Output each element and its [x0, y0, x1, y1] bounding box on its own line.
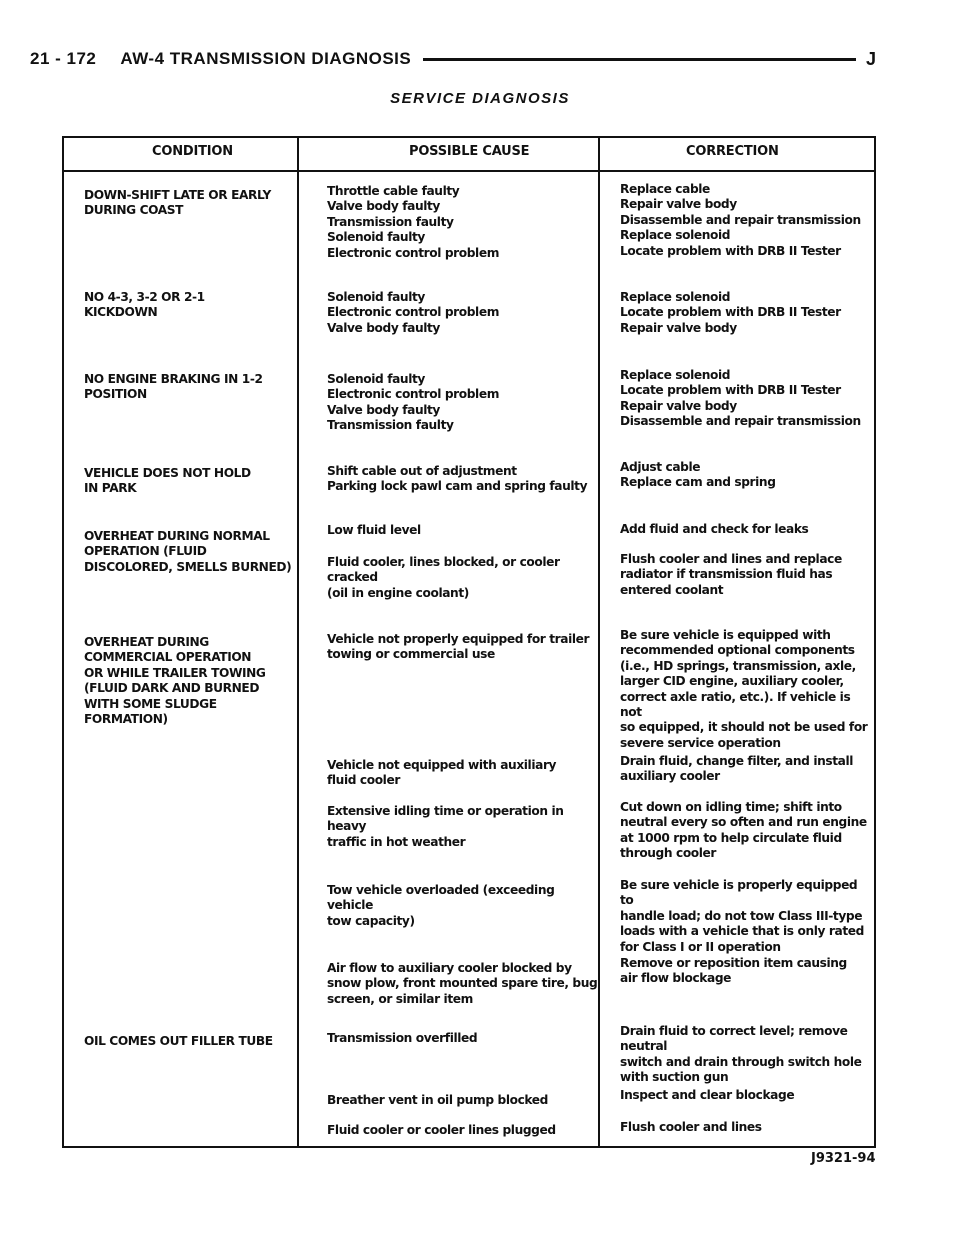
page-subtitle: SERVICE DIAGNOSIS — [390, 90, 570, 107]
correction-cell: Drain fluid, change filter, and install auxiliary cooler — [620, 754, 854, 784]
cause-cell: Air flow to auxiliary cooler blocked by snow plow, front mounted spare tire, bug screen, or similar item — [327, 961, 598, 1006]
cause-cell: Solenoid faulty Electronic control problem Valve body faulty Transmission faulty — [327, 372, 500, 433]
correction-cell: Be sure vehicle is properly equipped to handle load; do not tow Class III-type loads with a vehicle that is only rated for Class I or II operation — [620, 878, 864, 954]
correction-cell: Remove or reposition item causing air flow blockage — [620, 956, 847, 986]
correction-cell: Adjust cable Replace cam and spring — [620, 460, 776, 490]
correction-cell: Replace cable Repair valve body Disassemble and repair transmission Replace solenoid Locate problem with DRB II Tester — [620, 182, 861, 258]
correction-cell: Add fluid and check for leaks — [620, 522, 809, 536]
column-header-possible-cause: POSSIBLE CAUSE — [409, 144, 530, 159]
correction-cell: Be sure vehicle is equipped with recommended optional components (i.e., HD springs, transmission, axle, larger CID engine, auxiliary cooler, correct axle ratio, etc.). If vehicle is not so equipped, it should not be used for severe service operation — [620, 628, 868, 750]
cause-cell: Solenoid faulty Electronic control problem Valve body faulty — [327, 290, 500, 335]
cause-cell: Breather vent in oil pump blocked — [327, 1093, 548, 1107]
correction-cell: Inspect and clear blockage — [620, 1088, 795, 1102]
correction-cell: Flush cooler and lines and replace radiator if transmission fluid has entered coolant — [620, 552, 842, 597]
condition-cell: NO 4-3, 3-2 OR 2-1 KICKDOWN — [84, 290, 205, 320]
condition-cell: VEHICLE DOES NOT HOLD IN PARK — [84, 466, 251, 496]
header-rule — [423, 58, 856, 61]
cause-cell: Extensive idling time or operation in heavy traffic in hot weather — [327, 804, 564, 849]
condition-cell: NO ENGINE BRAKING IN 1-2 POSITION — [84, 372, 263, 402]
condition-cell: OVERHEAT DURING COMMERCIAL OPERATION OR WHILE TRAILER TOWING (FLUID DARK AND BURNED WITH SOME SLUDGE FORMATION) — [84, 635, 266, 727]
section-title: AW-4 TRANSMISSION DIAGNOSIS — [120, 49, 412, 68]
cause-cell: Shift cable out of adjustment Parking lock pawl cam and spring faulty — [327, 464, 588, 494]
cause-cell: Throttle cable faulty Valve body faulty Transmission faulty Solenoid faulty Electronic control problem — [327, 184, 500, 260]
cause-cell: Fluid cooler, lines blocked, or cooler cracked (oil in engine coolant) — [327, 555, 560, 600]
correction-cell: Replace solenoid Locate problem with DRB II Tester Repair valve body Disassemble and repair transmission — [620, 368, 861, 429]
column-header-correction: CORRECTION — [686, 144, 779, 159]
manual-code: J — [865, 48, 876, 69]
correction-cell: Flush cooler and lines — [620, 1120, 762, 1134]
page-header — [30, 46, 876, 72]
condition-cell: OIL COMES OUT FILLER TUBE — [84, 1034, 273, 1048]
cause-cell: Fluid cooler or cooler lines plugged — [327, 1123, 556, 1137]
header-divider — [64, 170, 874, 172]
condition-cell: DOWN-SHIFT LATE OR EARLY DURING COAST — [84, 188, 271, 218]
cause-cell: Tow vehicle overloaded (exceeding vehicle tow capacity) — [327, 883, 555, 928]
cause-cell: Transmission overfilled — [327, 1031, 478, 1045]
column-header-condition: CONDITION — [152, 144, 233, 159]
cause-cell: Low fluid level — [327, 523, 421, 537]
page-number: 21 - 172 — [30, 49, 97, 68]
correction-cell: Cut down on idling time; shift into neutral every so often and run engine at 1000 rpm to help circulate fluid through cooler — [620, 800, 867, 861]
correction-cell: Drain fluid to correct level; remove neutral switch and drain through switch hole with suction gun — [620, 1024, 862, 1085]
figure-id: J9321-94 — [811, 1151, 876, 1166]
diagnosis-table — [62, 136, 876, 1148]
condition-cell: OVERHEAT DURING NORMAL OPERATION (FLUID DISCOLORED, SMELLS BURNED) — [84, 529, 292, 574]
cause-cell: Vehicle not equipped with auxiliary fluid cooler — [327, 758, 557, 788]
correction-cell: Replace solenoid Locate problem with DRB II Tester Repair valve body — [620, 290, 841, 335]
cause-cell: Vehicle not properly equipped for trailer towing or commercial use — [327, 632, 590, 662]
